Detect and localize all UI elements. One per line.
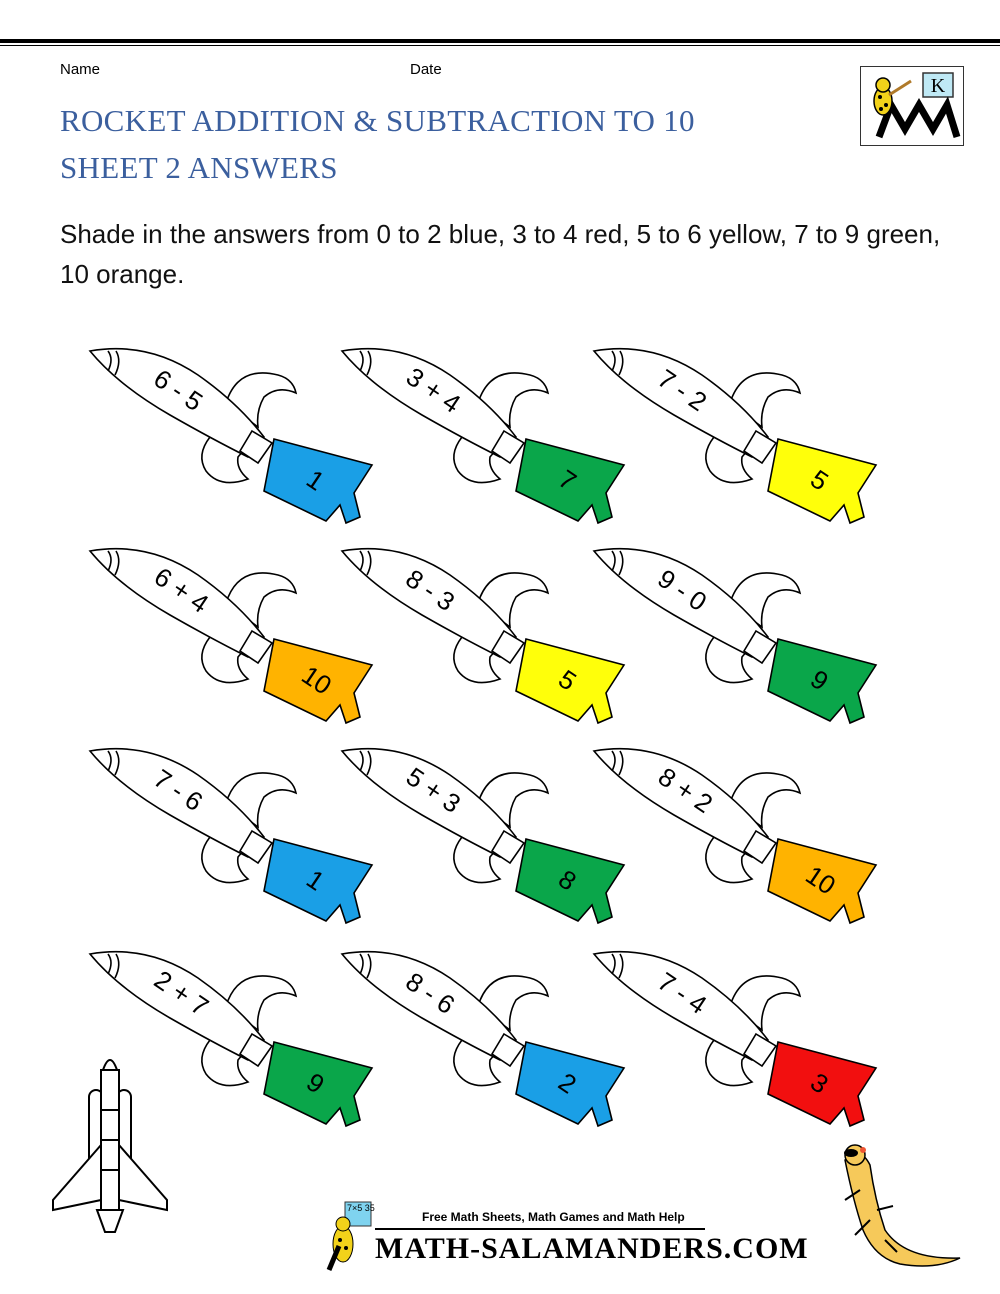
rocket-expression: 8 - 6 bbox=[400, 966, 461, 1021]
rocket-expression: 8 - 3 bbox=[400, 563, 461, 618]
worksheet-subtitle: SHEET 2 ANSWERS bbox=[60, 150, 338, 185]
rocket-12 bbox=[592, 948, 892, 1128]
rocket-shape bbox=[592, 745, 892, 925]
date-label: Date bbox=[410, 61, 442, 78]
rocket-expression: 6 + 4 bbox=[148, 561, 215, 619]
footer-logo-numbers: 7×5 35 bbox=[347, 1203, 375, 1213]
header-rule bbox=[0, 39, 1000, 43]
rocket-answer: 9 bbox=[301, 1066, 330, 1100]
rocket-9 bbox=[592, 745, 892, 925]
name-label: Name bbox=[60, 61, 101, 78]
rocket-expression: 7 - 4 bbox=[652, 966, 713, 1021]
rocket-expression: 5 + 3 bbox=[400, 761, 467, 819]
rocket-answer: 8 bbox=[553, 863, 582, 897]
worksheet-title: ROCKET ADDITION & SUBTRACTION TO 10 bbox=[60, 103, 695, 138]
footer-brand: MATH-SALAMANDERS.COM bbox=[375, 1232, 809, 1265]
rocket-expression: 9 - 0 bbox=[652, 563, 713, 618]
rocket-answer: 10 bbox=[800, 859, 842, 901]
rocket-expression: 3 + 4 bbox=[400, 361, 467, 419]
footer-tagline: Free Math Sheets, Math Games and Math Help bbox=[422, 1210, 685, 1224]
rocket-expression: 6 - 5 bbox=[148, 363, 209, 418]
rocket-expression: 7 - 6 bbox=[148, 763, 209, 818]
rocket-expression: 7 - 2 bbox=[652, 363, 713, 418]
rocket-answer: 9 bbox=[805, 663, 834, 697]
rocket-expression: 2 + 7 bbox=[148, 964, 215, 1022]
rocket-shape bbox=[592, 345, 892, 525]
rocket-shape bbox=[592, 545, 892, 725]
rocket-answer: 1 bbox=[301, 463, 330, 497]
rocket-answer: 1 bbox=[301, 863, 330, 897]
rocket-answer: 5 bbox=[805, 463, 834, 497]
rocket-answer: 7 bbox=[553, 463, 582, 497]
rocket-expression: 8 + 2 bbox=[652, 761, 719, 819]
kindergarten-logo bbox=[860, 66, 964, 146]
rocket-answer: 3 bbox=[805, 1066, 834, 1100]
rocket-3 bbox=[592, 345, 892, 525]
logo-letter: K bbox=[930, 75, 946, 97]
header-rule-thin bbox=[0, 45, 1000, 46]
rocket-answer: 10 bbox=[296, 659, 338, 701]
rocket-answer: 2 bbox=[553, 1066, 582, 1100]
rocket-answer: 5 bbox=[553, 663, 582, 697]
rocket-shape bbox=[592, 948, 892, 1128]
salamander-logo-icon bbox=[861, 67, 963, 145]
space-shuttle-icon bbox=[45, 1050, 175, 1240]
salamander-icon bbox=[815, 1140, 965, 1280]
footer-rule bbox=[375, 1228, 705, 1230]
rocket-6 bbox=[592, 545, 892, 725]
instructions: Shade in the answers from 0 to 2 blue, 3 to 4 red, 5 to 6 yellow, 7 to 9 green, 10 orange. bbox=[60, 219, 941, 289]
